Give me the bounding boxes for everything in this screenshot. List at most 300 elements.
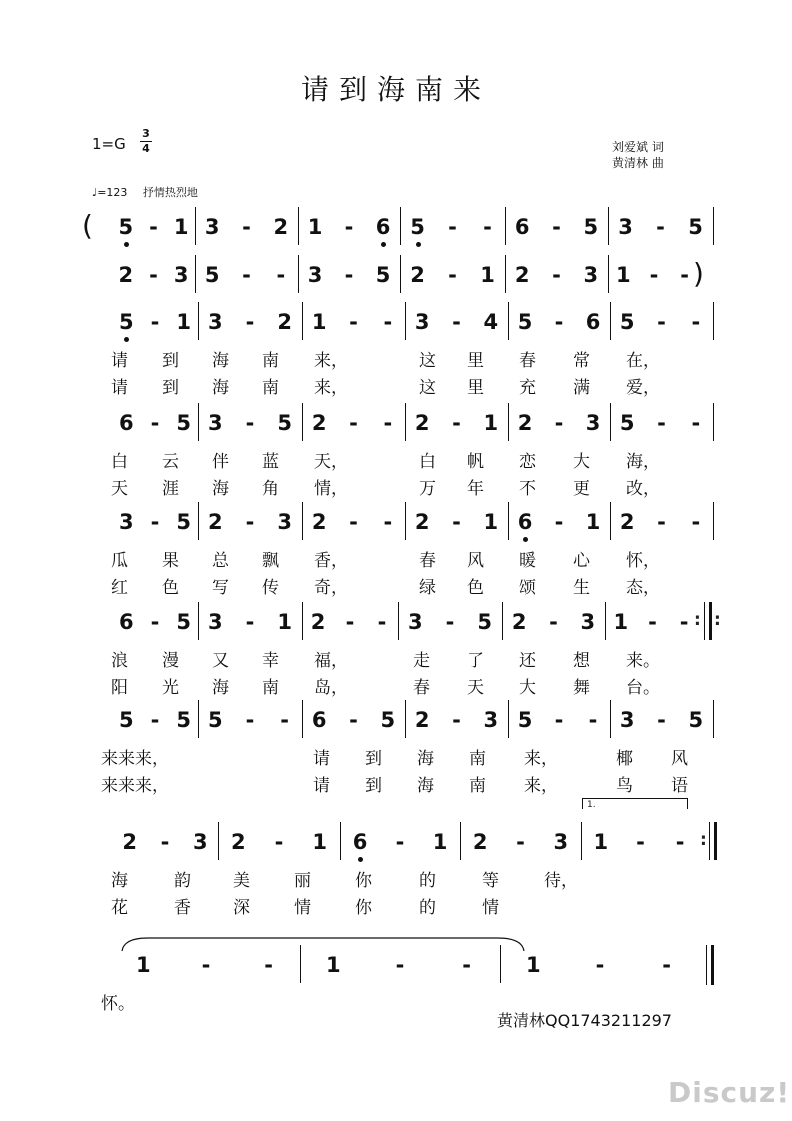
barline bbox=[502, 602, 503, 640]
note: - bbox=[150, 411, 160, 435]
repeat-barline bbox=[709, 602, 712, 640]
lyric-syllable: 不 bbox=[519, 479, 536, 499]
lyric-syllable: 阳 bbox=[111, 678, 128, 698]
note: 1 bbox=[277, 610, 292, 634]
note: 1 bbox=[311, 310, 327, 334]
lyric-syllable: 来来来， bbox=[101, 776, 169, 796]
note: 3 bbox=[208, 310, 223, 334]
note: - bbox=[383, 510, 393, 534]
lyric-syllable: 传 bbox=[262, 578, 279, 598]
lyric-syllable: 到 bbox=[365, 776, 382, 796]
note: 1 bbox=[432, 830, 448, 854]
note: 3 bbox=[307, 263, 323, 287]
lyric-syllable: 请 bbox=[111, 378, 128, 398]
note: 1 bbox=[326, 953, 341, 977]
note: - bbox=[150, 310, 160, 334]
note: 2 bbox=[311, 510, 327, 534]
note: 2 bbox=[517, 411, 533, 435]
lyric-syllable: 大 bbox=[519, 678, 536, 698]
repeat-barline bbox=[709, 822, 710, 860]
barline bbox=[505, 207, 506, 245]
note: 5 bbox=[407, 215, 429, 239]
barline bbox=[610, 302, 611, 340]
lyric-syllable: 绿 bbox=[419, 578, 436, 598]
note: - bbox=[452, 411, 461, 435]
note: 2 bbox=[414, 510, 430, 534]
barline bbox=[508, 502, 509, 540]
volta-label: 1. bbox=[587, 800, 596, 810]
lyric-syllable: 舞 bbox=[573, 678, 590, 698]
note: 3 bbox=[208, 610, 223, 634]
barline bbox=[302, 502, 303, 540]
note: 3 bbox=[119, 510, 134, 534]
lyric-syllable: 南 bbox=[469, 776, 486, 796]
lyric-syllable: 奇， bbox=[314, 578, 348, 598]
barline bbox=[508, 700, 509, 738]
lyric-syllable: 岛， bbox=[314, 678, 348, 698]
barline bbox=[405, 700, 406, 738]
note: 5 bbox=[208, 708, 223, 732]
note: 5 bbox=[688, 215, 703, 239]
note: - bbox=[554, 411, 564, 435]
lyric-syllable: 来， bbox=[314, 351, 348, 371]
barline bbox=[713, 700, 714, 738]
lyric-syllable: 请 bbox=[111, 351, 128, 371]
lyric-syllable: 鸟 bbox=[616, 776, 633, 796]
lyric-syllable: 浪 bbox=[111, 651, 128, 671]
note: - bbox=[377, 610, 387, 634]
note: 5 bbox=[115, 310, 137, 334]
lyric-syllable: 飘 bbox=[262, 551, 279, 571]
note: - bbox=[649, 263, 659, 287]
barline bbox=[610, 403, 611, 441]
note: 3 bbox=[580, 610, 596, 634]
note: 1 bbox=[483, 510, 499, 534]
barline bbox=[405, 403, 406, 441]
note: 1 bbox=[480, 263, 495, 287]
note: - bbox=[349, 411, 358, 435]
note: 3 bbox=[483, 708, 499, 732]
lyric-syllable: 海 bbox=[212, 479, 229, 499]
open-paren: ( bbox=[82, 209, 93, 242]
note: 2 bbox=[310, 610, 326, 634]
note: 1 bbox=[307, 215, 323, 239]
lyric-syllable: 暖 bbox=[519, 551, 536, 571]
barline bbox=[302, 302, 303, 340]
note: 2 bbox=[122, 830, 137, 854]
lyric-syllable: 你 bbox=[355, 871, 372, 891]
note: 5 bbox=[176, 708, 191, 732]
barline bbox=[302, 700, 303, 738]
lyric-syllable: 风 bbox=[671, 749, 688, 769]
lyric-syllable: 春 bbox=[413, 678, 430, 698]
note: - bbox=[691, 411, 701, 435]
note: 5 bbox=[380, 708, 396, 732]
note: 4 bbox=[483, 310, 499, 334]
lyric-syllable: 海 bbox=[417, 749, 434, 769]
note: - bbox=[445, 610, 455, 634]
lyric-syllable: 南 bbox=[262, 351, 279, 371]
note: 1 bbox=[593, 830, 609, 854]
note: - bbox=[462, 953, 472, 977]
lyric-syllable: 满 bbox=[573, 378, 590, 398]
watermark: Discuz! bbox=[668, 1076, 791, 1109]
repeat-dots: : bbox=[714, 610, 721, 630]
key-signature: 1=G bbox=[92, 135, 126, 153]
note: - bbox=[636, 830, 645, 854]
barline bbox=[302, 602, 303, 640]
lyric-syllable: 里 bbox=[467, 351, 484, 371]
note: 3 bbox=[553, 830, 569, 854]
note: - bbox=[349, 310, 358, 334]
note: 3 bbox=[193, 830, 208, 854]
composer: 黄清林 曲 bbox=[612, 156, 664, 170]
lyric-syllable: 来。 bbox=[626, 651, 660, 671]
note: 2 bbox=[414, 708, 430, 732]
note: 5 bbox=[688, 708, 704, 732]
note: 5 bbox=[517, 310, 533, 334]
note: - bbox=[383, 310, 393, 334]
barline bbox=[195, 207, 196, 245]
note: 1 bbox=[616, 263, 631, 287]
note: - bbox=[395, 830, 405, 854]
note: 2 bbox=[118, 263, 134, 287]
note: 6 bbox=[349, 830, 371, 854]
note: - bbox=[554, 310, 564, 334]
barline bbox=[198, 602, 199, 640]
final-barline bbox=[711, 945, 714, 985]
tempo-marking bbox=[92, 184, 198, 200]
lyric-syllable: 光 bbox=[162, 678, 179, 698]
lyric-syllable: 充 bbox=[519, 378, 536, 398]
lyric-syllable: 在， bbox=[626, 351, 660, 371]
lyric-syllable: 怀， bbox=[626, 551, 660, 571]
lyric-syllable: 色 bbox=[162, 578, 179, 598]
lyric-syllable: 白 bbox=[419, 452, 436, 472]
barline bbox=[608, 207, 609, 245]
lyric-syllable: 走 bbox=[413, 651, 430, 671]
lyric-syllable: 春 bbox=[419, 551, 436, 571]
note: 5 bbox=[176, 610, 191, 634]
note: - bbox=[242, 215, 251, 239]
repeat-barline bbox=[714, 822, 717, 860]
barline bbox=[198, 302, 199, 340]
note: - bbox=[679, 610, 689, 634]
note: 6 bbox=[585, 310, 601, 334]
note: - bbox=[483, 215, 492, 239]
note: 3 bbox=[277, 510, 292, 534]
lyric-syllable: 爱， bbox=[626, 378, 660, 398]
lyric-syllable: 云 bbox=[162, 452, 179, 472]
note: 3 bbox=[208, 411, 223, 435]
note: - bbox=[595, 953, 605, 977]
lyric-syllable: 常 bbox=[573, 351, 590, 371]
lyric-syllable: 来， bbox=[314, 378, 348, 398]
barline bbox=[298, 207, 299, 245]
barline bbox=[218, 822, 219, 860]
note: 5 bbox=[176, 510, 191, 534]
note: - bbox=[245, 411, 255, 435]
lyric-syllable: 请 bbox=[313, 776, 330, 796]
barline bbox=[405, 502, 406, 540]
barline bbox=[195, 255, 196, 293]
lyric-syllable: 怀。 bbox=[101, 994, 135, 1014]
lyric-syllable: 红 bbox=[111, 578, 128, 598]
note: - bbox=[150, 708, 160, 732]
lyric-syllable: 态， bbox=[626, 578, 660, 598]
lyric-syllable: 天 bbox=[467, 678, 484, 698]
lyric-syllable: 总 bbox=[212, 551, 229, 571]
lyric-syllable: 幸 bbox=[262, 651, 279, 671]
time-signature bbox=[140, 128, 152, 155]
lyricist: 刘爱斌 词 bbox=[612, 140, 664, 154]
lyric-syllable: 大 bbox=[573, 452, 590, 472]
note: 1 bbox=[526, 953, 541, 977]
note: - bbox=[276, 263, 286, 287]
note: 6 bbox=[311, 708, 327, 732]
note: 5 bbox=[477, 610, 492, 634]
barline bbox=[605, 602, 606, 640]
volta-bracket bbox=[582, 798, 688, 809]
note: 2 bbox=[514, 263, 530, 287]
lyric-syllable: 香 bbox=[174, 898, 191, 918]
note: 2 bbox=[472, 830, 488, 854]
barline bbox=[198, 502, 199, 540]
note: - bbox=[448, 215, 457, 239]
lyric-syllable: 这 bbox=[419, 351, 436, 371]
barline bbox=[302, 403, 303, 441]
note: - bbox=[552, 215, 561, 239]
lyric-syllable: 海 bbox=[111, 871, 128, 891]
close-paren: ) bbox=[693, 257, 704, 290]
note: - bbox=[452, 510, 461, 534]
note: 6 bbox=[514, 510, 536, 534]
note: 5 bbox=[619, 310, 635, 334]
lyric-syllable: 海， bbox=[626, 452, 660, 472]
lyric-syllable: 伴 bbox=[212, 452, 229, 472]
footer-credit: 黄清林QQ1743211297 bbox=[497, 1011, 672, 1030]
lyric-syllable: 色 bbox=[467, 578, 484, 598]
lyric-syllable: 风 bbox=[467, 551, 484, 571]
repeat-barline bbox=[704, 602, 705, 640]
note: - bbox=[383, 411, 393, 435]
note: 5 bbox=[583, 215, 599, 239]
note: - bbox=[201, 953, 211, 977]
note: 6 bbox=[119, 610, 134, 634]
note: - bbox=[662, 953, 672, 977]
note: - bbox=[274, 830, 284, 854]
lyric-syllable: 写 bbox=[212, 578, 229, 598]
lyric-syllable: 海 bbox=[212, 678, 229, 698]
note: - bbox=[395, 953, 405, 977]
lyric-syllable: 想 bbox=[573, 651, 590, 671]
note: 1 bbox=[176, 310, 191, 334]
note: - bbox=[264, 953, 274, 977]
lyric-syllable: 椰 bbox=[616, 749, 633, 769]
lyric-syllable: 南 bbox=[262, 378, 279, 398]
final-barline bbox=[706, 945, 707, 985]
note: 2 bbox=[231, 830, 246, 854]
note: 5 bbox=[277, 411, 292, 435]
note: - bbox=[656, 215, 665, 239]
note: 2 bbox=[277, 310, 292, 334]
note: 5 bbox=[176, 411, 191, 435]
lyric-syllable: 还 bbox=[519, 651, 536, 671]
slur bbox=[118, 935, 530, 955]
lyric-syllable: 恋 bbox=[519, 452, 536, 472]
note: 1 bbox=[613, 610, 629, 634]
lyric-syllable: 花 bbox=[111, 898, 128, 918]
lyric-syllable: 到 bbox=[162, 378, 179, 398]
lyric-syllable: 到 bbox=[162, 351, 179, 371]
note: - bbox=[554, 510, 564, 534]
note: - bbox=[680, 263, 690, 287]
note: - bbox=[149, 263, 158, 287]
lyric-syllable: 南 bbox=[469, 749, 486, 769]
note: 3 bbox=[618, 215, 633, 239]
lyric-syllable: 角 bbox=[262, 479, 279, 499]
barline bbox=[198, 700, 199, 738]
note: - bbox=[242, 263, 251, 287]
barline bbox=[610, 502, 611, 540]
lyric-syllable: 到 bbox=[365, 749, 382, 769]
note: - bbox=[516, 830, 525, 854]
note: - bbox=[245, 310, 255, 334]
lyric-syllable: 这 bbox=[419, 378, 436, 398]
barline bbox=[508, 403, 509, 441]
note: 2 bbox=[208, 510, 223, 534]
time-sig-top: 3 bbox=[142, 127, 150, 140]
barline bbox=[608, 255, 609, 293]
lyric-syllable: 的 bbox=[419, 871, 436, 891]
note: 5 bbox=[204, 263, 220, 287]
lyric-syllable: 了 bbox=[467, 651, 484, 671]
barline bbox=[508, 302, 509, 340]
lyric-syllable: 生 bbox=[573, 578, 590, 598]
note: - bbox=[245, 610, 255, 634]
lyric-syllable: 漫 bbox=[162, 651, 179, 671]
note: - bbox=[657, 708, 666, 732]
lyric-syllable: 来来来， bbox=[101, 749, 169, 769]
barline bbox=[460, 822, 461, 860]
note: - bbox=[657, 310, 666, 334]
lyric-syllable: 深 bbox=[233, 898, 250, 918]
note: - bbox=[245, 510, 255, 534]
note: 3 bbox=[583, 263, 599, 287]
note: 1 bbox=[173, 215, 189, 239]
note: 6 bbox=[514, 215, 530, 239]
barline bbox=[398, 602, 399, 640]
barline bbox=[340, 822, 341, 860]
barline bbox=[713, 403, 714, 441]
note: 6 bbox=[119, 411, 134, 435]
lyric-syllable: 来， bbox=[524, 749, 558, 769]
note: - bbox=[280, 708, 290, 732]
barline bbox=[198, 403, 199, 441]
note: 5 bbox=[115, 215, 137, 239]
barline bbox=[713, 302, 714, 340]
lyric-syllable: 待， bbox=[544, 871, 578, 891]
note: - bbox=[657, 411, 666, 435]
lyric-syllable: 你 bbox=[355, 898, 372, 918]
lyric-syllable: 里 bbox=[467, 378, 484, 398]
barline bbox=[713, 502, 714, 540]
lyric-syllable: 情 bbox=[482, 898, 499, 918]
note: - bbox=[691, 510, 701, 534]
note: 3 bbox=[173, 263, 189, 287]
lyric-syllable: 天， bbox=[314, 452, 348, 472]
lyric-syllable: 福， bbox=[314, 651, 348, 671]
repeat-dots: : bbox=[700, 830, 707, 850]
barline bbox=[405, 302, 406, 340]
lyric-syllable: 情 bbox=[294, 898, 311, 918]
note: 5 bbox=[619, 411, 635, 435]
lyric-syllable: 南 bbox=[262, 678, 279, 698]
note: - bbox=[554, 708, 564, 732]
lyric-syllable: 情， bbox=[314, 479, 348, 499]
note: 5 bbox=[517, 708, 533, 732]
lyric-syllable: 海 bbox=[212, 378, 229, 398]
lyric-syllable: 瓜 bbox=[111, 551, 128, 571]
note: 3 bbox=[408, 610, 423, 634]
lyric-syllable: 涯 bbox=[162, 479, 179, 499]
lyric-syllable: 香， bbox=[314, 551, 348, 571]
lyric-syllable: 天 bbox=[111, 479, 128, 499]
note: - bbox=[344, 215, 354, 239]
note: 3 bbox=[585, 411, 601, 435]
note: - bbox=[349, 708, 358, 732]
barline bbox=[505, 255, 506, 293]
note: - bbox=[648, 610, 657, 634]
lyric-syllable: 来， bbox=[524, 776, 558, 796]
lyric-syllable: 的 bbox=[419, 898, 436, 918]
note: 1 bbox=[585, 510, 601, 534]
note: 2 bbox=[619, 510, 635, 534]
note: - bbox=[691, 310, 701, 334]
barline bbox=[713, 207, 714, 245]
repeat-dots: : bbox=[694, 610, 701, 630]
note: 1 bbox=[483, 411, 499, 435]
note: - bbox=[344, 263, 354, 287]
lyric-syllable: 等 bbox=[482, 871, 499, 891]
barline bbox=[400, 255, 401, 293]
note: - bbox=[150, 510, 160, 534]
note: 3 bbox=[619, 708, 635, 732]
note: - bbox=[345, 610, 355, 634]
note: - bbox=[245, 708, 255, 732]
note: - bbox=[588, 708, 598, 732]
lyric-syllable: 又 bbox=[212, 651, 229, 671]
page-title: 请到海南来 bbox=[300, 73, 491, 106]
note: 2 bbox=[311, 411, 327, 435]
note: 2 bbox=[511, 610, 527, 634]
note: 6 bbox=[372, 215, 394, 239]
note: 5 bbox=[375, 263, 391, 287]
lyric-syllable: 蓝 bbox=[262, 452, 279, 472]
lyric-syllable: 万 bbox=[419, 479, 436, 499]
note: - bbox=[549, 610, 558, 634]
lyric-syllable: 春 bbox=[519, 351, 536, 371]
barline bbox=[610, 700, 611, 738]
expression: 抒情热烈地 bbox=[142, 186, 198, 199]
lyric-syllable: 台。 bbox=[626, 678, 660, 698]
lyric-syllable: 改， bbox=[626, 479, 660, 499]
note: 1 bbox=[136, 953, 151, 977]
lyric-syllable: 请 bbox=[313, 749, 330, 769]
lyric-syllable: 更 bbox=[573, 479, 590, 499]
lyric-syllable: 丽 bbox=[294, 871, 311, 891]
note: 5 bbox=[119, 708, 134, 732]
